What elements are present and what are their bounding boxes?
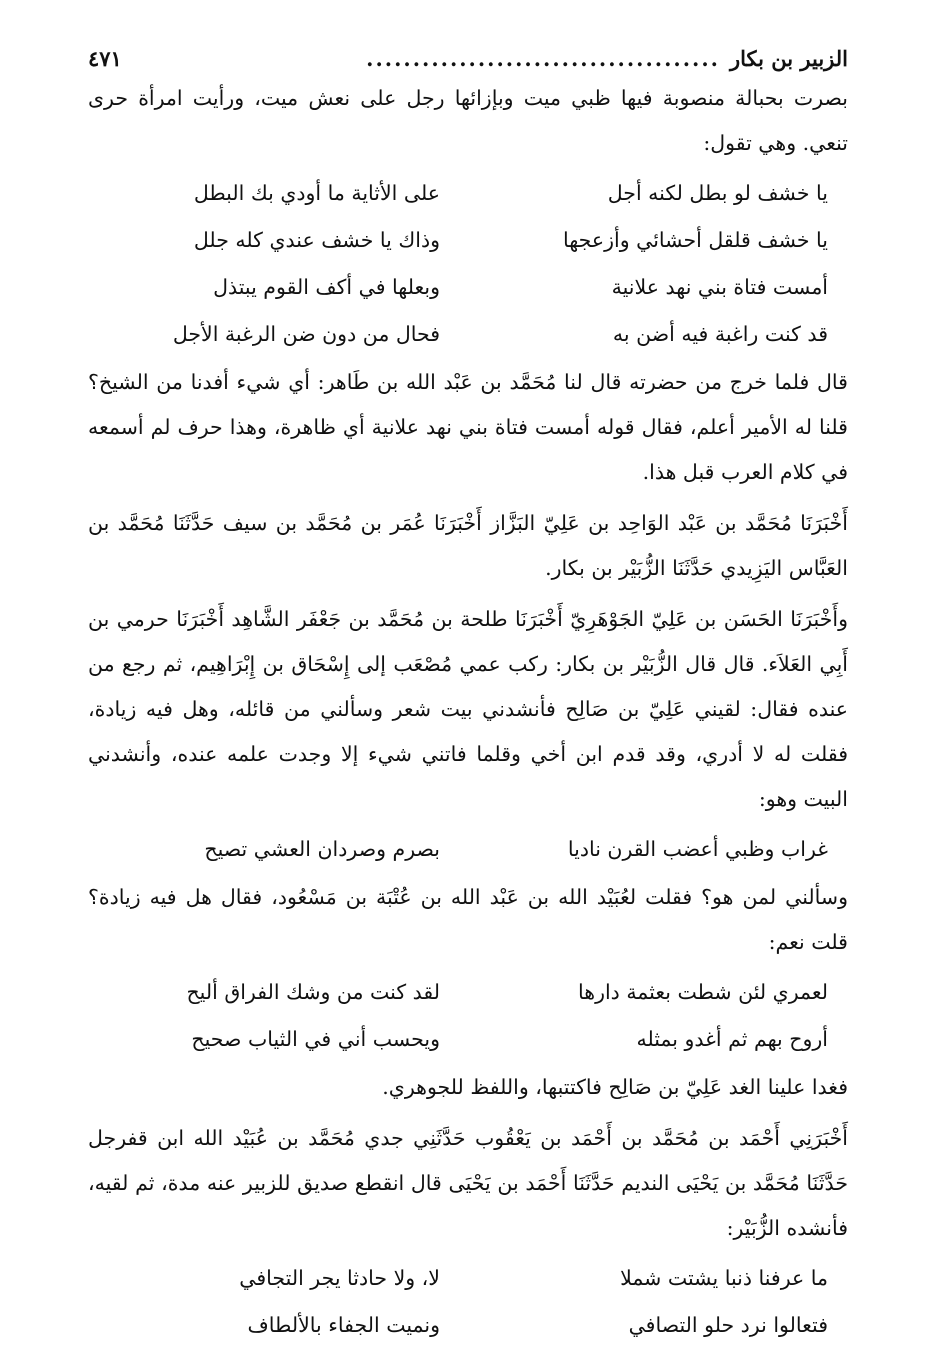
- text-line: وهذا حرف لم أسمعه في كلام العرب قبل هذا.: [88, 415, 848, 484]
- text-line: ابن قفرجل حَدَّثَنَا مُحَمَّد بن يَحْيَى النديم حَدَّثَنَا أَحْمَد بن يَحْيَى قال انقطع صديق: [88, 1126, 848, 1195]
- text-line: فغدا علينا الغد عَلِيّ بن صَالِح فاكتتبها، واللفظ للجوهري.: [382, 1075, 848, 1099]
- header-dots: ......................................: [366, 46, 720, 71]
- verse-second-hemistich: بصرم وصردان العشي تصيح: [204, 837, 440, 861]
- verse-second-hemistich: لا، ولا حادثا يجر التجافي: [239, 1266, 440, 1290]
- text-line: وأَخْبَرَنَا الحَسَن بن عَلِيّ الجَوْهَرِيّ أَخْبَرَنَا طلحة بن مُحَمَّد بن جَعْفَر الشَّاهِد أَخْبَرَنَا: [176, 607, 848, 631]
- verse-second-hemistich: لقد كنت من وشك الفراق أليح: [186, 980, 440, 1004]
- verse-first-hemistich: فتعالوا نرد حلو التصافي: [628, 1313, 828, 1337]
- body-text: [88, 76, 848, 1349]
- verse-first-hemistich: يا خشف لو بطل لكنه أجل: [607, 181, 828, 205]
- paragraph: [88, 875, 848, 965]
- poem: [88, 170, 848, 358]
- verse-first-hemistich: يا خشف قلقل أحشائي وأزعجها: [562, 228, 828, 252]
- poem-verse: [88, 170, 848, 217]
- poem-verse: [88, 1302, 848, 1349]
- verse-second-hemistich: ويحسب أني في الثياب صحيح: [191, 1027, 440, 1051]
- paragraph: [88, 76, 848, 166]
- text-line: إِبْرَاهِيم، ثم رجع من عنده فقال: لقيني عَلِيّ بن صَالِح فأنشدني بيت شعر وسألني من: [88, 652, 848, 721]
- text-line: أَخْبَرَنِي أَحْمَد بن مُحَمَّد بن أَحْمَد بن يَعْقُوب حَدَّثَنِي جدي مُحَمَّد بن عُبَيْد الله: [193, 1126, 848, 1150]
- paragraph: [88, 1065, 848, 1110]
- verse-second-hemistich: وذاك يا خشف عندي كله جلل: [193, 228, 440, 252]
- text-line: حرى تنعي. وهي تقول:: [88, 86, 848, 155]
- verse-first-hemistich: أروح بهم ثم أغدو بمثله: [636, 1027, 828, 1051]
- text-line: حرمي بن أَبِي العَلاَء. قال قال الزُّبَيْر بن بكار: ركب عمي مُصْعَب إلى إِسْحَاق بن: [88, 607, 848, 676]
- paragraph: [88, 501, 848, 591]
- verse-second-hemistich: ونميت الجفاء بالألطاف: [247, 1313, 440, 1337]
- verse-first-hemistich: قد كنت راغبة فيه أضن به: [612, 322, 828, 346]
- text-line: للزبير عنه مدة، ثم لقيه، فأنشده الزُّبَيْر:: [88, 1171, 848, 1240]
- poem: [88, 969, 848, 1063]
- poem: [88, 1255, 848, 1349]
- poem-verse: [88, 1255, 848, 1302]
- text-line: وسألني لمن هو؟ فقلت لعُبَيْد الله بن عَبْد الله بن عُتْبَة بن مَسْعُود، فقال هل فيه: [149, 885, 848, 909]
- verse-second-hemistich: وبعلها في أكف القوم يبتذل: [213, 275, 440, 299]
- text-line: من الشيخ؟ قلنا له الأمير أعلم، فقال قوله أمست فتاة بني نهد علانية أي ظاهرة،: [88, 370, 848, 439]
- paragraph: [88, 360, 848, 495]
- verse-first-hemistich: غراب وظبي أعضب القرن ناديا: [567, 837, 828, 861]
- text-line: بصرت بحبالة منصوبة فيها ظبي ميت وبإزائها رجل على نعش ميت، ورأيت امرأة: [138, 86, 848, 110]
- verse-second-hemistich: فحال من دون ضن الرغبة الأجل: [172, 322, 440, 346]
- poem-verse: [88, 217, 848, 264]
- poem-verse: [88, 826, 848, 873]
- text-line: قال فلما خرج من حضرته قال لنا مُحَمَّد بن عَبْد الله بن طَاهر: أي شيء أفدنا: [190, 370, 848, 394]
- poem-verse: [88, 1016, 848, 1063]
- poem: [88, 826, 848, 873]
- verse-first-hemistich: لعمري لئن شطت بعثمة دارها: [578, 980, 828, 1004]
- paragraph: [88, 1116, 848, 1251]
- verse-first-hemistich: أمست فتاة بني نهد علانية: [611, 275, 828, 299]
- text-line: زيادة؟ قلت نعم:: [88, 885, 848, 954]
- text-line: مُحَمَّد بن العَبَّاس اليَزِيدي حَدَّثَنَا الزُّبَيْر بن بكار.: [88, 511, 848, 580]
- text-line: أَخْبَرَنَا مُحَمَّد بن عَبْد الوَاحِد بن عَلِيّ البَزَّاز أَخْبَرَنَا عُمَر بن مُحَمَّد بن سيف حَدَّثَنَا: [172, 511, 848, 535]
- book-page: [88, 42, 848, 1351]
- text-line: قائله، وهل فيه زيادة، فقلت له لا أدري، وقد قدم ابن أخي وقلما فاتني شيء إلا: [88, 697, 849, 766]
- header-title: الزبير بن بكار: [729, 46, 848, 71]
- poem-verse: [88, 264, 848, 311]
- running-header: [88, 42, 848, 76]
- poem-verse: [88, 311, 848, 358]
- poem-verse: [88, 969, 848, 1016]
- paragraph: [88, 597, 848, 822]
- verse-second-hemistich: على الأثاية ما أودي بك البطل: [193, 181, 440, 205]
- text-line: وجدت علمه عنده، وأنشدني البيت وهو:: [88, 742, 848, 811]
- page-number: ٤٧١: [88, 46, 122, 71]
- verse-first-hemistich: ما عرفنا ذنبا يشتت شملا: [620, 1266, 828, 1290]
